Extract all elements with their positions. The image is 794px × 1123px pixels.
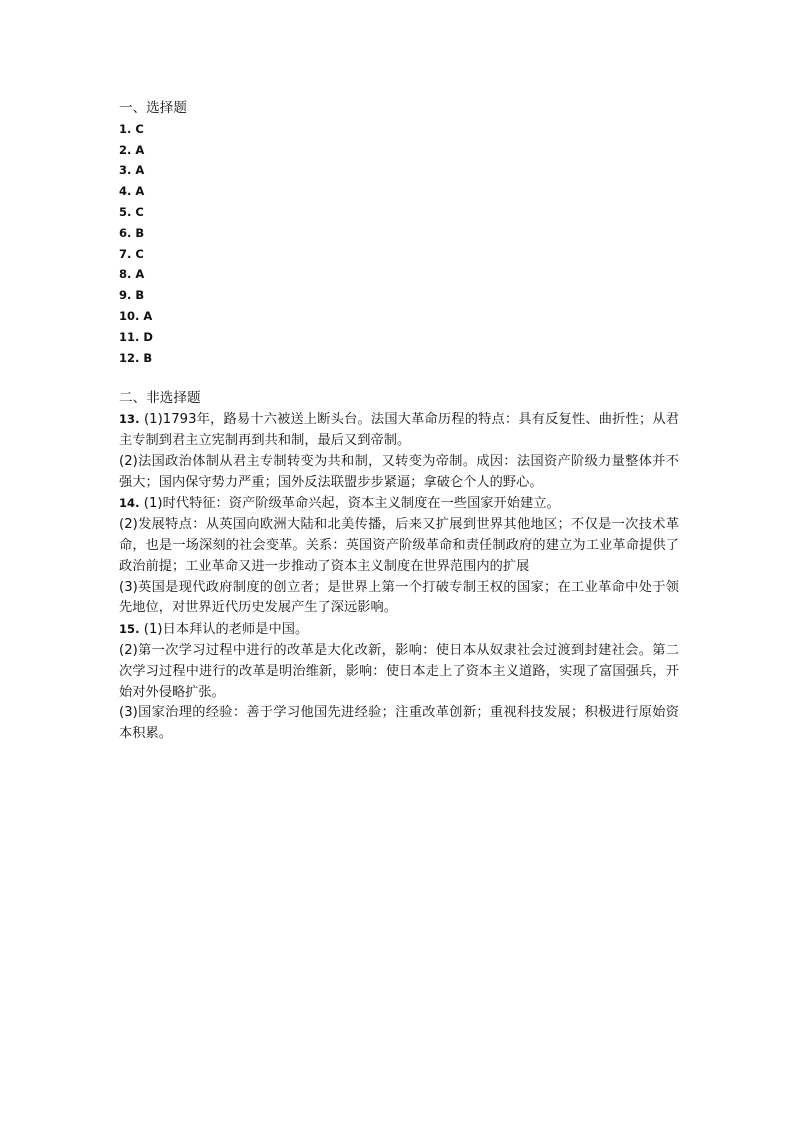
q14-part3: (3)英国是现代政府制度的创立者；是世界上第一个打破专制王权的国家；在工业革命中处于领先地位，对世界近代历史发展产生了深远影响。 — [119, 579, 679, 616]
section-title-choice: 一、选择题 — [119, 100, 187, 116]
choice-answer: 11. D — [119, 329, 153, 344]
choice-answer: 12. B — [119, 350, 153, 365]
q13-part2: (2)法国政治体制从君主专制转变为共和制，又转变为帝制。成因：法国资产阶级力量整体并不强大；国内保守势力严重；国外反法联盟步步紧逼；拿破仑个人的野心。 — [119, 453, 679, 490]
choice-answer: 9. B — [119, 288, 145, 303]
answer-document — [119, 98, 679, 745]
q13-part1: 13. (1)1793年，路易十六被送上断头台。法国大革命历程的特点：具有反复性、曲折性；从君主专制到君主立宪制再到共和制，最后又到帝制。 — [119, 412, 679, 448]
choice-answer: 7. C — [119, 246, 144, 261]
choice-answer: 8. A — [119, 267, 145, 282]
choice-answer: 5. C — [119, 204, 144, 219]
choice-answer: 3. A — [119, 163, 145, 178]
choice-answer: 1. C — [119, 121, 144, 136]
q14-part1: 14. (1)时代特征：资产阶级革命兴起，资本主义制度在一些国家开始建立。 — [119, 496, 560, 512]
choice-answer-list — [119, 119, 679, 369]
choice-answer: 10. A — [119, 308, 153, 323]
section-title-non-choice: 二、非选择题 — [119, 390, 201, 407]
q15-part2: (2)第一次学习过程中进行的改革是大化改新，影响：使日本从奴隶社会过渡到封建社会。第二次学习过程中进行的改革是明治维新，影响：使日本走上了资本主义道路，实现了富国强兵，开始对外侵略扩张。 — [119, 642, 679, 700]
choice-answer: 2. A — [119, 142, 145, 157]
q15-part1: 15. (1)日本拜认的老师是中国。 — [119, 622, 309, 638]
choice-answer: 6. B — [119, 225, 145, 240]
q15-part3: (3)国家治理的经验：善于学习他国先进经验；注重改革创新；重视科技发展；积极进行原始资本积累。 — [119, 705, 679, 742]
choice-answer: 4. A — [119, 184, 145, 199]
q14-part2: (2)发展特点：从英国向欧洲大陆和北美传播，后来又扩展到世界其他地区；不仅是一次技术革命，也是一场深刻的社会变革。关系：英国资产阶级革命和责任制政府的建立为工业革命提供了政治前提；工业革命又进一步推动了资本主义制度在世界范围内的扩展 — [119, 517, 679, 574]
